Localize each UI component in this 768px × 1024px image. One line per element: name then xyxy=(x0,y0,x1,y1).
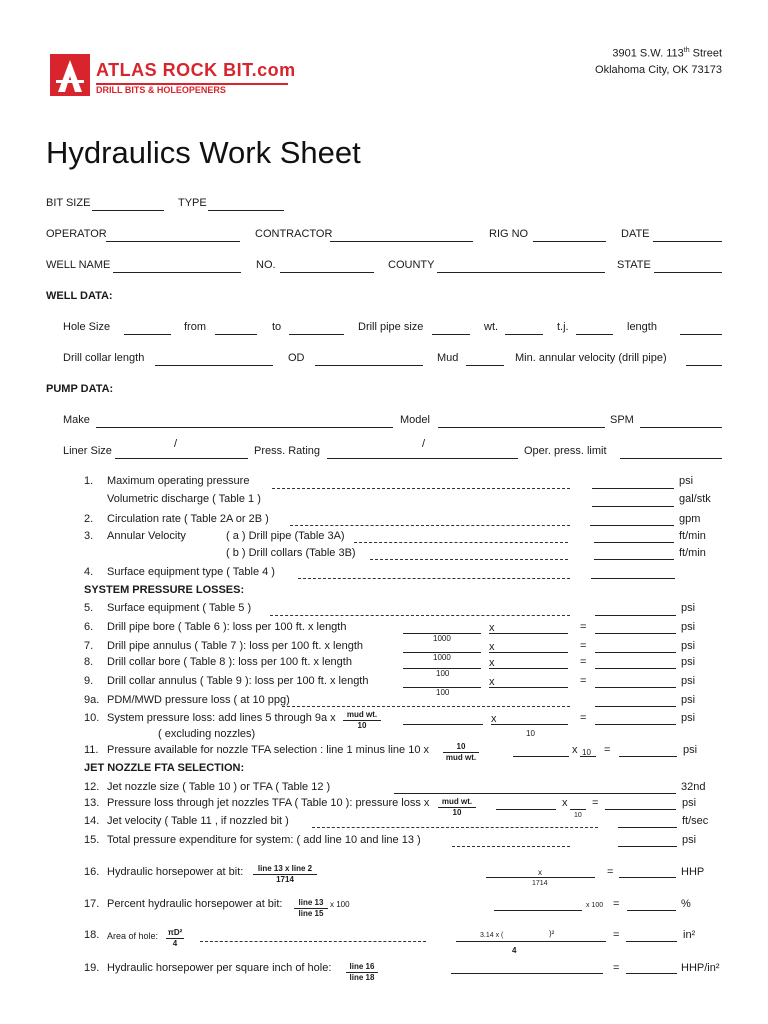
item-16-fraction-top: line 13 x line 2 xyxy=(253,864,317,875)
item-19-label: Hydraulic horsepower per square inch of hole: xyxy=(107,962,332,974)
item-1b-label: Volumetric discharge ( Table 1 ) xyxy=(107,493,261,505)
item-10-denominator: 10 xyxy=(526,729,535,738)
item-11-equals: = xyxy=(604,744,611,756)
date-field[interactable] xyxy=(653,241,722,242)
hole-size-label: Hole Size xyxy=(63,321,111,333)
model-field[interactable] xyxy=(438,427,605,428)
company-logo xyxy=(48,52,296,98)
item-19-fraction-top: line 16 xyxy=(346,962,378,973)
item-7-denominator: 1000 xyxy=(433,653,451,662)
item-19-field-a[interactable] xyxy=(451,973,603,974)
item-9a-field[interactable] xyxy=(595,706,676,707)
item-17-fraction-bottom: line 15 xyxy=(298,909,324,918)
item-16-fraction-bottom: 1714 xyxy=(276,875,294,884)
item-11-fraction-top: 10 xyxy=(443,742,479,753)
item-8-label: Drill collar bore ( Table 8 ): loss per 100 ft. x length xyxy=(107,656,352,668)
item-8-denominator: 100 xyxy=(436,669,450,678)
item-3a-label: ( a ) Drill pipe (Table 3A) xyxy=(226,530,345,542)
press-rating-slash: / xyxy=(422,438,426,450)
operator-field[interactable] xyxy=(106,241,240,242)
bit-size-label: BIT SIZE xyxy=(46,197,91,209)
jet-nozzle-heading: JET NOZZLE FTA SELECTION: xyxy=(84,762,245,774)
item-11-field-c[interactable] xyxy=(619,756,677,757)
item-6-field-b[interactable] xyxy=(489,633,568,634)
item-7-field-b[interactable] xyxy=(489,652,568,653)
wt-label: wt. xyxy=(484,321,499,333)
from-label: from xyxy=(184,321,206,333)
item-13-field-a[interactable] xyxy=(496,809,556,810)
item-10-fraction-bottom: 10 xyxy=(357,721,367,730)
item-15-unit: psi xyxy=(682,834,697,846)
item-3a-leader xyxy=(354,542,568,543)
item-10-fraction-top: mud wt. xyxy=(343,710,381,721)
item-3-number: 3. xyxy=(84,530,94,542)
item-2-leader xyxy=(290,525,570,526)
address-line-2: Oklahoma City, OK 73173 xyxy=(595,64,722,76)
item-2-field[interactable] xyxy=(590,525,674,526)
item-11-eq-field xyxy=(580,756,596,757)
item-17-fraction xyxy=(294,898,328,919)
item-18-label: Area of hole: xyxy=(107,931,159,941)
item-3b-leader xyxy=(370,559,568,560)
item-9-field-b[interactable] xyxy=(489,687,568,688)
item-16-field-c[interactable] xyxy=(619,877,676,878)
no-field[interactable] xyxy=(280,272,374,273)
item-19-equals: = xyxy=(613,962,620,974)
item-9-denominator: 100 xyxy=(436,688,450,697)
hole-size-field[interactable] xyxy=(124,334,171,335)
item-1-number: 1. xyxy=(84,475,94,487)
mud-label: Mud xyxy=(437,352,459,364)
item-5-field[interactable] xyxy=(595,615,676,616)
min-annular-field[interactable] xyxy=(686,365,722,366)
item-12-field[interactable] xyxy=(394,793,676,794)
item-9-number: 9. xyxy=(84,675,94,687)
item-4-leader xyxy=(298,578,570,579)
item-8-equals: = xyxy=(580,656,587,668)
item-14-unit: ft/sec xyxy=(682,815,709,827)
no-label: NO. xyxy=(256,259,276,271)
model-label: Model xyxy=(400,414,430,426)
liner-size-label: Liner Size xyxy=(63,445,112,457)
item-6-denominator: 1000 xyxy=(433,634,451,643)
item-13-fraction-bottom: 10 xyxy=(452,808,462,817)
address-sup: th xyxy=(683,47,690,54)
liner-size-field[interactable] xyxy=(115,458,248,459)
type-field[interactable] xyxy=(208,210,284,211)
item-13-equals: = xyxy=(592,797,599,809)
item-6-label: Drill pipe bore ( Table 6 ): loss per 100 ft. x length xyxy=(107,621,347,633)
drill-collar-length-label: Drill collar length xyxy=(63,352,145,364)
item-15-field[interactable] xyxy=(618,846,677,847)
logo-name: ATLAS ROCK BIT.com xyxy=(96,60,296,80)
item-15-leader xyxy=(452,846,570,847)
item-17-times: x 100 xyxy=(586,902,604,909)
item-3b-field[interactable] xyxy=(594,559,674,560)
item-17-fraction-top: line 13 xyxy=(294,898,328,909)
state-field[interactable] xyxy=(654,272,722,273)
item-1-leader xyxy=(272,488,570,489)
item-18-leader xyxy=(200,941,426,942)
wt-field[interactable] xyxy=(505,334,543,335)
item-18-denominator: 4 xyxy=(512,946,517,955)
atlas-logo-icon xyxy=(48,52,92,98)
item-3b-unit: ft/min xyxy=(679,547,706,559)
logo-tagline: DRILL BITS & HOLEOPENERS xyxy=(96,85,226,95)
item-5-number: 5. xyxy=(84,602,94,614)
item-1b-unit: gal/stk xyxy=(679,493,711,505)
item-16-denominator: 1714 xyxy=(532,880,548,887)
length-label: length xyxy=(627,321,657,333)
item-11-number: 11. xyxy=(84,744,99,756)
item-3b-label: ( b ) Drill collars (Table 3B) xyxy=(226,547,356,559)
item-13-fraction-top: mud wt. xyxy=(438,797,476,808)
item-5-unit: psi xyxy=(681,602,696,614)
item-12-unit: 32nd xyxy=(681,781,706,793)
mud-field[interactable] xyxy=(466,365,504,366)
item-14-number: 14. xyxy=(84,815,100,827)
item-7-number: 7. xyxy=(84,640,94,652)
county-field[interactable] xyxy=(437,272,605,273)
item-2-unit: gpm xyxy=(679,513,701,525)
item-10-field-a[interactable] xyxy=(403,724,483,725)
od-label: OD xyxy=(288,352,305,364)
item-6-times: x xyxy=(489,622,495,634)
county-label: COUNTY xyxy=(388,259,435,271)
item-8-number: 8. xyxy=(84,656,94,668)
item-8-field-b[interactable] xyxy=(489,668,568,669)
item-16-fraction xyxy=(253,864,317,885)
item-11-fraction-bottom: mud wt. xyxy=(445,753,477,762)
tj-label: t.j. xyxy=(557,321,569,333)
item-8-unit: psi xyxy=(681,656,696,668)
item-11-fraction xyxy=(443,742,479,763)
item-18-fraction-top: πD² xyxy=(167,928,183,937)
item-16-times: x xyxy=(538,868,542,877)
item-15-number: 15. xyxy=(84,834,100,846)
item-10b-label: ( excluding nozzles) xyxy=(158,728,256,740)
item-17-number: 17. xyxy=(84,898,100,910)
to-label: to xyxy=(272,321,282,333)
item-18-expr: 3.14 x ( xyxy=(480,932,504,939)
item-7-unit: psi xyxy=(681,640,696,652)
spm-field[interactable] xyxy=(640,427,722,428)
item-10-fraction xyxy=(343,710,381,731)
item-9a-number: 9a. xyxy=(84,694,100,706)
item-9-unit: psi xyxy=(681,675,696,687)
item-7-equals: = xyxy=(580,640,587,652)
item-1-field[interactable] xyxy=(592,488,674,489)
item-18-number: 18. xyxy=(84,929,100,941)
item-2-number: 2. xyxy=(84,513,94,525)
item-17-times-100: x 100 xyxy=(330,900,350,909)
rig-no-field[interactable] xyxy=(533,241,606,242)
well-name-label: WELL NAME xyxy=(46,259,111,271)
item-6-unit: psi xyxy=(681,621,696,633)
item-17-field-a[interactable] xyxy=(494,910,582,911)
address-street: 3901 S.W. 113 xyxy=(612,47,684,60)
item-13-denominator: 10 xyxy=(574,812,582,819)
drill-pipe-size-label: Drill pipe size xyxy=(358,321,424,333)
item-12-number: 12. xyxy=(84,781,100,793)
item-19-unit: HHP/in² xyxy=(681,962,720,974)
item-6-equals: = xyxy=(580,621,587,633)
item-9-times: x xyxy=(489,676,495,688)
item-18-field-a[interactable] xyxy=(456,941,606,942)
tj-field[interactable] xyxy=(576,334,613,335)
item-13-fraction xyxy=(438,797,476,818)
system-pressure-heading: SYSTEM PRESSURE LOSSES: xyxy=(84,584,245,596)
press-rating-field[interactable] xyxy=(327,458,518,459)
address-street-tail: Street xyxy=(689,47,722,60)
pump-data-heading: PUMP DATA: xyxy=(46,383,114,395)
item-11-field-a[interactable] xyxy=(513,756,569,757)
item-16-equals: = xyxy=(607,866,614,878)
item-14-field[interactable] xyxy=(618,827,677,828)
od-field[interactable] xyxy=(315,365,423,366)
item-4-field[interactable] xyxy=(591,578,675,579)
item-17-unit: % xyxy=(681,898,691,910)
item-17-label: Percent hydraulic horsepower at bit: xyxy=(107,898,283,910)
item-10-times: x xyxy=(491,713,497,725)
item-10-unit: psi xyxy=(681,712,696,724)
item-11-label: Pressure available for nozzle TFA selection : line 1 minus line 10 x xyxy=(107,744,430,756)
operator-label: OPERATOR xyxy=(46,228,107,240)
item-1b-field[interactable] xyxy=(592,506,674,507)
item-10-equals: = xyxy=(580,712,587,724)
item-3a-field[interactable] xyxy=(594,542,674,543)
item-9a-unit: psi xyxy=(681,694,696,706)
item-19-field-c[interactable] xyxy=(626,973,677,974)
item-10-field-b[interactable] xyxy=(491,724,568,725)
item-1-unit: psi xyxy=(679,475,694,487)
item-4-label: Surface equipment type ( Table 4 ) xyxy=(107,566,275,578)
item-18-unit: in² xyxy=(683,929,696,941)
item-13-unit: psi xyxy=(682,797,697,809)
drill-pipe-size-field[interactable] xyxy=(432,334,470,335)
item-8-times: x xyxy=(489,657,495,669)
liner-size-slash: / xyxy=(174,438,178,450)
item-5-leader xyxy=(270,615,570,616)
item-19-fraction-bottom: line 18 xyxy=(349,973,375,982)
to-field[interactable] xyxy=(289,334,344,335)
item-16-label: Hydraulic horsepower at bit: xyxy=(107,866,244,878)
item-1-label: Maximum operating pressure xyxy=(107,475,250,487)
item-18-equals: = xyxy=(613,929,620,941)
item-13-label: Pressure loss through jet nozzles TFA ( Table 10 ): pressure loss x xyxy=(107,797,430,809)
address-line-1 xyxy=(612,47,722,60)
item-9a-leader xyxy=(282,706,570,707)
item-13-eq-field xyxy=(570,809,586,810)
item-16-unit: HHP xyxy=(681,866,705,878)
item-13-number: 13. xyxy=(84,797,100,809)
item-16-field-a[interactable] xyxy=(486,877,595,878)
item-13-field-c[interactable] xyxy=(605,809,676,810)
make-label: Make xyxy=(63,414,90,426)
type-label: TYPE xyxy=(178,197,207,209)
item-15-label: Total pressure expenditure for system: ( add line 10 and line 13 ) xyxy=(107,834,421,846)
item-10-number: 10. xyxy=(84,712,100,724)
item-17-equals: = xyxy=(613,898,620,910)
bit-size-field[interactable] xyxy=(92,210,164,211)
item-11-denominator: 10 xyxy=(582,748,591,757)
item-6-number: 6. xyxy=(84,621,94,633)
item-7-times: x xyxy=(489,641,495,653)
oper-press-field[interactable] xyxy=(620,458,722,459)
item-9-field-c[interactable] xyxy=(595,687,676,688)
item-2-label: Circulation rate ( Table 2A or 2B ) xyxy=(107,513,269,525)
item-3-label: Annular Velocity xyxy=(107,530,186,542)
make-field[interactable] xyxy=(96,427,393,428)
item-7-label: Drill pipe annulus ( Table 7 ): loss per 100 ft. x length xyxy=(107,640,363,652)
contractor-label: CONTRACTOR xyxy=(255,228,333,240)
item-4-number: 4. xyxy=(84,566,94,578)
spm-label: SPM xyxy=(610,414,634,426)
date-label: DATE xyxy=(621,228,650,240)
item-9-equals: = xyxy=(580,675,587,687)
from-field[interactable] xyxy=(215,334,257,335)
well-data-heading: WELL DATA: xyxy=(46,290,113,302)
item-5-label: Surface equipment ( Table 5 ) xyxy=(107,602,252,614)
item-9a-label: PDM/MWD pressure loss ( at 10 ppg) xyxy=(107,694,290,706)
item-14-label: Jet velocity ( Table 11 , if nozzled bit ) xyxy=(107,815,289,827)
item-16-number: 16. xyxy=(84,866,100,878)
item-11-times: x xyxy=(572,744,578,756)
item-7-field-c[interactable] xyxy=(595,652,676,653)
item-3a-unit: ft/min xyxy=(679,530,706,542)
page-title: Hydraulics Work Sheet xyxy=(46,135,361,170)
item-18-field-c[interactable] xyxy=(626,941,677,942)
rig-no-label: RIG NO xyxy=(489,228,529,240)
item-18-fraction xyxy=(166,928,184,949)
item-19-fraction xyxy=(346,962,378,983)
item-10-label: System pressure loss: add lines 5 through 9a x xyxy=(107,712,336,724)
item-6-field-c[interactable] xyxy=(595,633,676,634)
drill-collar-length-field[interactable] xyxy=(155,365,273,366)
length-field[interactable] xyxy=(680,334,722,335)
min-annular-label: Min. annular velocity (drill pipe) xyxy=(515,352,667,364)
item-9-label: Drill collar annulus ( Table 9 ): loss per 100 ft. x length xyxy=(107,675,369,687)
item-13-times: x xyxy=(562,797,568,809)
state-label: STATE xyxy=(617,259,651,271)
item-8-field-c[interactable] xyxy=(595,668,676,669)
press-rating-label: Press. Rating xyxy=(254,445,321,457)
item-14-leader xyxy=(312,827,598,828)
item-18-expr-close: )² xyxy=(549,929,555,938)
item-19-number: 19. xyxy=(84,962,100,974)
item-18-fraction-bottom: 4 xyxy=(172,939,178,948)
oper-press-label: Oper. press. limit xyxy=(524,445,607,457)
item-17-field-c[interactable] xyxy=(627,910,676,911)
contractor-field[interactable] xyxy=(330,241,473,242)
item-12-label: Jet nozzle size ( Table 10 ) or TFA ( Table 12 ) xyxy=(107,781,331,793)
item-11-unit: psi xyxy=(683,744,698,756)
well-name-field[interactable] xyxy=(113,272,241,273)
item-10-field-c[interactable] xyxy=(595,724,676,725)
